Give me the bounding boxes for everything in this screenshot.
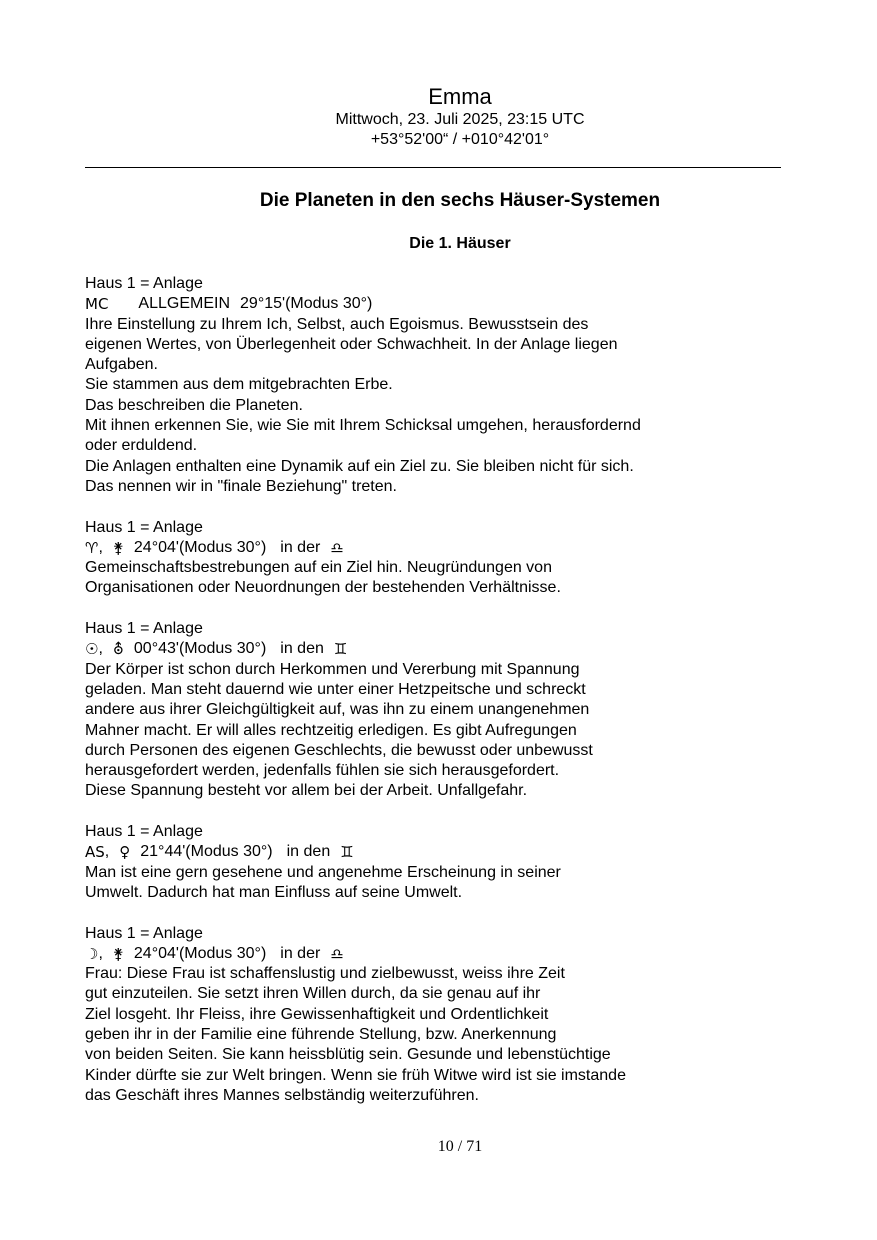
astro-point-icon: MC bbox=[85, 295, 109, 314]
planet-position-line bbox=[85, 842, 725, 862]
interpretation-line: Mit ihnen erkennen Sie, wie Sie mit Ihrem Schicksal umgehen, herausfordernd bbox=[85, 417, 641, 435]
zodiac-sign-icon: ♎ bbox=[330, 538, 344, 557]
planet-position-line bbox=[85, 538, 725, 558]
separator: , bbox=[104, 843, 110, 861]
sign-preposition: in der bbox=[280, 538, 321, 556]
interpretation-line: Das nennen wir in "finale Beziehung" treten. bbox=[85, 477, 397, 495]
header-divider bbox=[85, 167, 781, 168]
planet-position-line bbox=[85, 944, 725, 964]
house-block bbox=[85, 924, 725, 1107]
interpretation-line: durch Personen des eigenen Geschlechts, die bewusst oder unbewusst bbox=[85, 741, 593, 759]
interpretation-line: geladen. Man steht dauernd wie unter einer Hetzpeitsche und schreckt bbox=[85, 680, 586, 698]
separator: , bbox=[98, 640, 103, 658]
interpretation-line: Frau: Diese Frau ist schaffenslustig und zielbewusst, weiss ihre Zeit bbox=[85, 965, 565, 983]
interpretation-line: das Geschäft ihres Mannes selbständig weiterzuführen. bbox=[85, 1086, 479, 1104]
degree-position: 24°04'(Modus 30°) bbox=[133, 538, 267, 556]
house-heading: Haus 1 = Anlage bbox=[85, 518, 203, 536]
separator: , bbox=[98, 944, 103, 962]
house-heading: Haus 1 = Anlage bbox=[85, 823, 203, 841]
planet-position-line bbox=[85, 639, 725, 659]
interpretation-line: Der Körper ist schon durch Herkommen und Vererbung mit Spannung bbox=[85, 660, 580, 678]
astro-point-icon: ☽ bbox=[85, 944, 99, 963]
interpretation-line: geben ihr in der Familie eine führende Stellung, bzw. Anerkennung bbox=[85, 1025, 557, 1043]
sign-preposition: in der bbox=[280, 944, 321, 962]
interpretation-line: Aufgaben. bbox=[85, 356, 158, 374]
zodiac-sign-icon: ♊ bbox=[340, 843, 354, 862]
interpretation-line: andere aus ihrer Gleichgültigkeit auf, was ihn zu einem unangenehmen bbox=[85, 701, 590, 719]
planet-icon: ♀ bbox=[119, 843, 131, 862]
interpretation-line: von beiden Seiten. Sie kann heissblütig sein. Gesunde und lebenstüchtige bbox=[85, 1046, 611, 1064]
interpretation-line: Ihre Einstellung zu Ihrem Ich, Selbst, auch Egoismus. Bewusstsein des bbox=[85, 315, 589, 333]
chart-date: Mittwoch, 23. Juli 2025, 23:15 UTC bbox=[335, 111, 585, 128]
degree-position: 00°43'(Modus 30°) bbox=[133, 640, 267, 658]
sign-preposition: in den bbox=[286, 843, 331, 861]
degree-position: 21°44'(Modus 30°) bbox=[140, 843, 273, 861]
house-block bbox=[85, 518, 725, 599]
house-heading: Haus 1 = Anlage bbox=[85, 924, 203, 942]
page-number: 10 / 71 bbox=[437, 1138, 483, 1155]
planet-icon: ⚵ bbox=[112, 538, 124, 557]
planet-icon: ⚵ bbox=[112, 944, 124, 963]
degree-position: 24°04'(Modus 30°) bbox=[133, 944, 267, 962]
interpretation-line: Das beschreiben die Planeten. bbox=[85, 396, 303, 414]
astro-point-icon: AS bbox=[85, 843, 105, 862]
zodiac-sign-icon: ♎ bbox=[330, 944, 344, 963]
interpretation-line: Sie stammen aus dem mitgebrachten Erbe. bbox=[85, 376, 393, 394]
interpretation-line: Ziel losgeht. Ihr Fleiss, ihre Gewissenhaftigkeit und Ordentlichkeit bbox=[85, 1005, 549, 1023]
zodiac-sign-icon: ♊ bbox=[333, 640, 348, 659]
interpretation-line: Die Anlagen enthalten eine Dynamik auf ein Ziel zu. Sie bleiben nicht für sich. bbox=[85, 457, 634, 475]
house-block bbox=[85, 274, 725, 497]
astro-point-icon: ♈ bbox=[85, 538, 99, 557]
house-block bbox=[85, 619, 725, 802]
house-content bbox=[85, 274, 725, 1126]
interpretation-line: Man ist eine gern gesehene und angenehme Erscheinung in seiner bbox=[85, 863, 561, 881]
interpretation-line: Diese Spannung besteht vor allem bei der Arbeit. Unfallgefahr. bbox=[85, 782, 528, 800]
planet-icon: ⛢ bbox=[112, 640, 124, 659]
separator: , bbox=[98, 538, 103, 556]
interpretation-line: Umwelt. Dadurch hat man Einfluss auf seine Umwelt. bbox=[85, 883, 463, 901]
chart-owner-name: Emma bbox=[428, 84, 492, 109]
house-heading: Haus 1 = Anlage bbox=[85, 275, 203, 292]
sign-preposition: in den bbox=[280, 640, 324, 658]
house-block bbox=[85, 822, 725, 903]
degree-position: 29°15'(Modus 30°) bbox=[240, 295, 373, 313]
subsection-title: Die 1. Häuser bbox=[409, 235, 511, 252]
document-header bbox=[0, 84, 877, 150]
interpretation-line: Kinder dürfte sie zur Welt bringen. Wenn sie früh Witwe wird ist sie imstande bbox=[85, 1066, 626, 1084]
interpretation-line: Organisationen oder Neuordnungen der bestehenden Verhältnisse. bbox=[85, 579, 561, 597]
astro-point-icon: ☉ bbox=[85, 640, 99, 659]
interpretation-line: eigenen Wertes, von Überlegenheit oder Schwachheit. In der Anlage liegen bbox=[85, 335, 618, 353]
interpretation-line: Gemeinschaftsbestrebungen auf ein Ziel hin. Neugründungen von bbox=[85, 559, 552, 577]
interpretation-line: herausgefordert werden, jedenfalls fühlen sie sich herausgefordert. bbox=[85, 762, 560, 780]
section-title: Die Planeten in den sechs Häuser-Systemen bbox=[259, 190, 661, 211]
interpretation-line: gut einzuteilen. Sie setzt ihren Willen durch, da sie genau auf ihr bbox=[85, 985, 541, 1003]
planet-position-line bbox=[85, 294, 725, 314]
chart-coordinates: +53°52'00“ / +010°42'01° bbox=[370, 131, 550, 148]
house-heading: Haus 1 = Anlage bbox=[85, 620, 203, 638]
interpretation-line: oder erduldend. bbox=[85, 437, 198, 455]
interpretation-line: Mahner macht. Er will alles rechtzeitig erledigen. Es gibt Aufregungen bbox=[85, 721, 577, 739]
keyword: ALLGEMEIN bbox=[138, 295, 231, 313]
